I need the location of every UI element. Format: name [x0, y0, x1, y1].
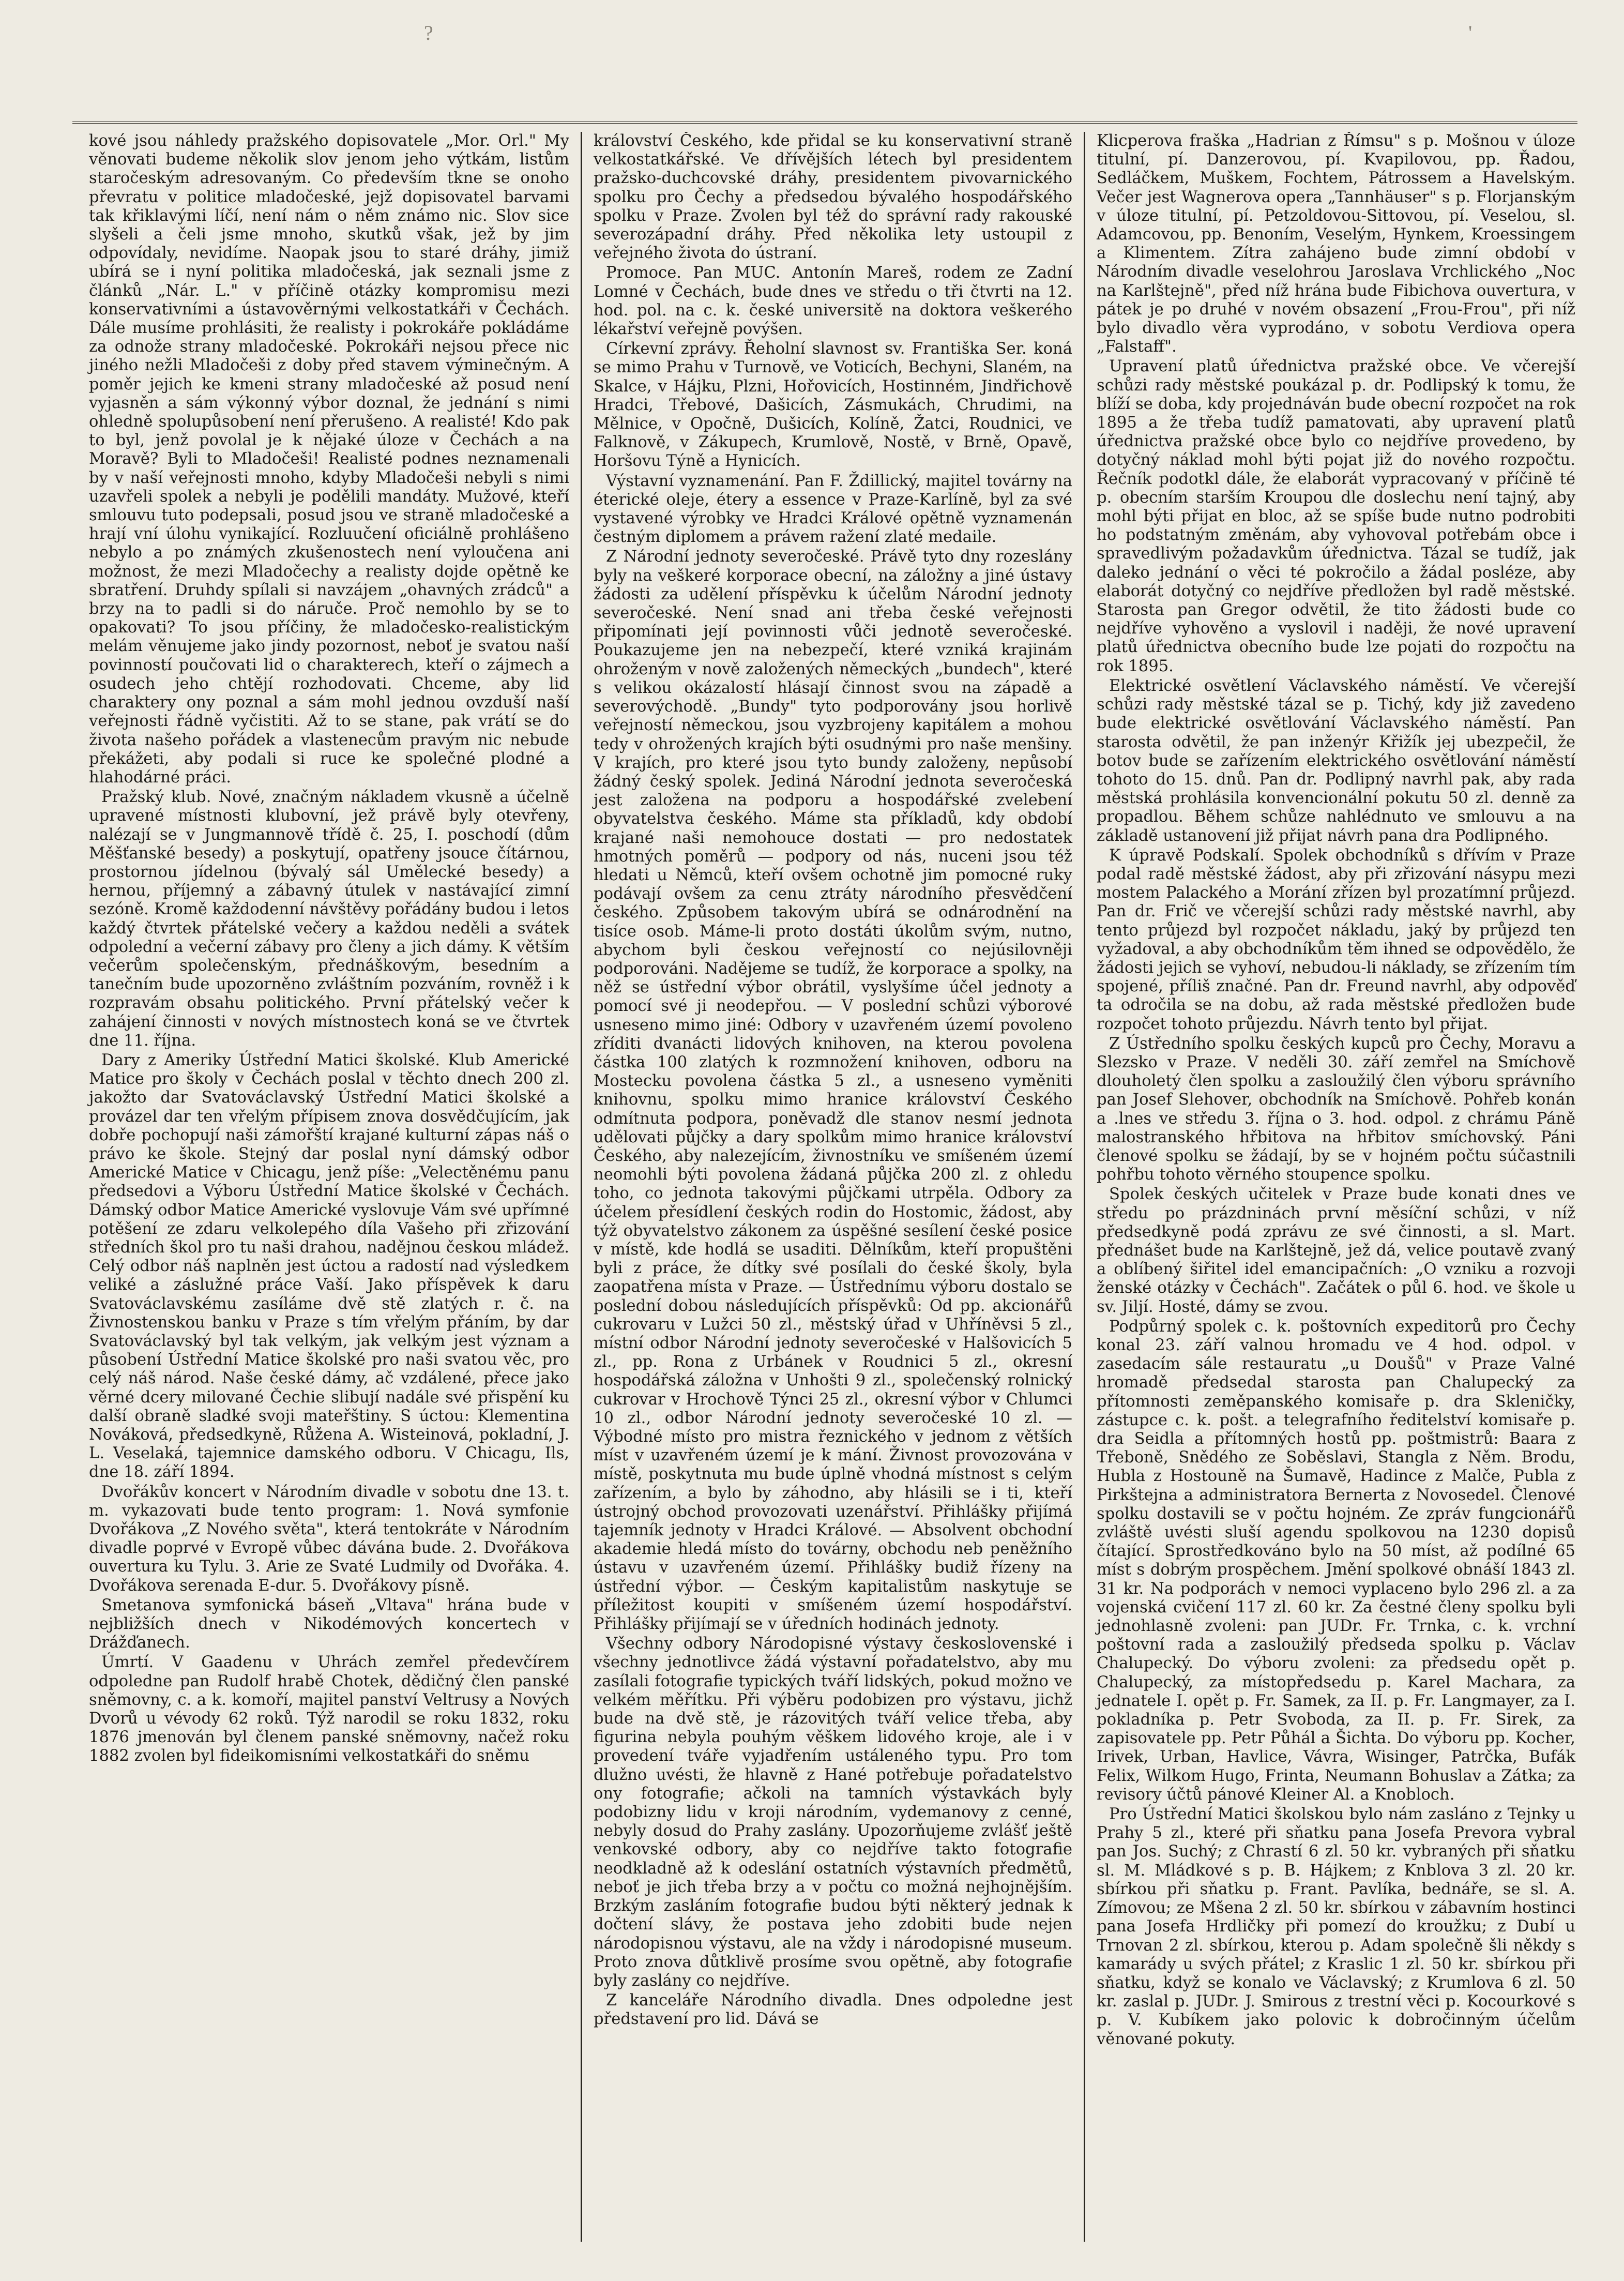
top-mark-left: ?: [424, 21, 433, 44]
article-paragraph: K úpravě Podskalí. Spolek obchodníků s dřívím v Praze podal radě městské žádost, aby při zřizování násypu mezi mostem Palackého a Morání zřízen byl prozatímní průjezd. Pan dr. Frič ve včerejší schůzi rady městské navrhl, aby tento průjezd byl rozpočet nákladu, jaký by průjezd ten vyžadoval, a aby obchodníkům těm ihned se odpovědělo, že žádosti jejich se vyhoví, nebudou-li náklady, se zřízením tím spojené, příliš značné. Pan dr. Freund navrhl, aby odpověď ta odročila se na dobu, až rada městské předložen bude rozpočet tohoto průjezdu. Návrh tento byl přijat.: [1097, 846, 1575, 1033]
article-paragraph: Všechny odbory Národopisné výstavy československé i všechny jednotlivce žádá výstavní pořadatelstvo, aby mu zasílali fotografie typických tváří lidských, pokud možno ve velkém měřítku. Při výběru podobizen pro výstavu, jichž bude na dvě stě, je rázovitých tváří velice třeba, aby figurina nebyla pouhým věškem lidového kroje, ale i v provedení tváře vyjadřením ustáleného typu. Pro tom dlužno uvésti, že hlavně z Hané potřebuje pořadatelstvo ony fotografie; ačkoli na tamních výstavkách byly podobizny lidu v kroji národním, vydemanovy z cenné, nebyly dosud do Prahy zaslány. Upozorňujeme zvlášť ještě venkovské odbory, aby co nejdříve takto fotografie neodkladně až k odeslání ostatních výstavních předmětů, neboť je jich třeba brzy a v počtu co možná nejhojnějším. Brzkým zasláním fotografie budou býti některý jednak k dočtení slávy, že postava jeho zdobiti bude nejen národopisnou výstavu, ale na vždy i národopisné museum. Proto znova důtklivě prosíme svou opětně, aby fotografie byly zaslány co nejdříve.: [594, 1635, 1072, 1990]
article-paragraph: Promoce. Pan MUC. Antonín Mareš, rodem ze Zadní Lomné v Čechách, bude dnes ve středu o tři čtvrti na 12. hod. pol. na c. k. české universitě na doktora veškerého lékařství veřejně povýšen.: [594, 264, 1072, 339]
article-paragraph: Úmrtí. V Gaadenu v Uhrách zemřel předevčírem odpoledne pan Rudolf hrabě Chotek, dědičný člen panské sněmovny, c. a k. komoří, majitel panství Veltrusy a Nových Dvorů u vévody 62 roků. Týž narodil se roku 1832, roku 1876 jmenován byl členem panské sněmovny, načež roku 1882 zvolen byl fideikomisními velkostatkáři do sněmu: [89, 1653, 569, 1765]
article-paragraph: Dary z Ameriky Ústřední Matici školské. Klub Americké Matice pro školy v Čechách poslal v těchto dnech 200 zl. jakožto dar Svatováclavský Ústřední Matici školské a provázel dar ten vřelým přípisem znova dosvědčujícím, jak dobře pochopují naši zámořští krajané kulturní zápas náš o právo ke škole. Stejný dar poslal nyní dámský odbor Americké Matice v Chicagu, jenž píše: „Velectěnému panu předsedovi a Výboru Ústřední Matice školské v Čechách. Dámský odbor Matice Americké vyslovuje Vám své upřímné potěšení ze zdaru velkolepého díla Vašeho při zřizování středních škol pro tu naši drahou, nadějnou českou mládež. Celý odbor náš naplněn jest úctou a radostí nad výsledkem veliké a záslužné práce Vaší. Jako příspěvek k daru Svatováclavskému zasíláme dvě stě zlatých r. č. na Živnostenskou banku v Praze s tím vřelým přáním, by dar Svatováclavský byl tak velkým, jak velkým jest význam a působení Ústřední Matice školské pro naši svatou věc, pro celý náš národ. Naše české dámy, ač vzdálené, přece jako věrné dcery milované Čechie slibují nadále své přispění ku další obraně sladké svoji mateřštiny. S úctou: Klementina Nováková, předsedkyně, Růžena A. Wisteinová, pokladní, J. L. Veselaká, tajemnice damského odboru. V Chicagu, Ils, dne 18. září 1894.: [89, 1051, 569, 1482]
article-paragraph: Pražský klub. Nové, značným nákladem vkusně a účelně upravené místnosti klubovní, jež právě byly otevřeny, nalézají se v Jungmannově třídě č. 25, I. poschodí (dům Měšťanské besedy) a poskytují, opatřeny jsouce čítárnou, prostornou jídelnou (bývalý sál Umělecké besedy) a hernou, příjemný a zábavný útulek v nastávající zimní sezóně. Kromě každodenní návštěvy pořádány budou i letos každý čtvrtek přátelské večery a každou neděli a svátek odpolední a večerní zábavy pro členy a jich dámy. K větším večerům společenským, přednáškovým, besedním a tanečním bude upozorněno zvláštním pozváním, rovněž i k rozpravám obsahu politického. První přátelský večer k zahájení činnosti v nových místnostech koná se ve čtvrtek dne 11. října.: [89, 788, 569, 1050]
top-rule: [72, 122, 1577, 124]
article-paragraph: Spolek českých učitelek v Praze bude konati dnes ve středu po prázdninách první měsíční schůzi, v níž předsedkyně podá zprávu ze své činnosti, a sl. Mart. přednášet bude na Karlštejně, jež dá, velice poutavě zvaný a oblíbený šiřitel idel emancipačních: „O vzniku a rozvoji ženské otázky v Čechách". Začátek o půl 6. hod. ve škole u sv. Jiljí. Hosté, dámy se zvou.: [1097, 1185, 1575, 1316]
text-columns: [78, 132, 1587, 2242]
article-paragraph: království Českého, kde přidal se ku konservativní straně velkostatkářské. Ve dřívějších létech byl presidentem pražsko-duchcovské dráhy, presidentem pivovarnického spolku pro Čechy a předsedou bývalého hospodářského spolku v Praze. Zvolen byl též do správní rady rakouské severozápadní dráhy. Před několika lety ustoupil z veřejného života do ústraní.: [594, 132, 1072, 263]
article-paragraph: Z Ústředního spolku českých kupců pro Čechy, Moravu a Slezsko v Praze. V neděli 30. září zemřel na Smíchově dlouholetý člen spolku a zasloužilý člen výboru správního pan Josef Slehover, obchodník na Smíchově. Pohřeb konán a .lnes ve středu 3. října o 3. hod. odpol. z chrámu Páně malostranského hřbitova na hřbitov smíchovský. Páni členové spolku se žádají, by se v hojném počtu súčastnili pohřbu tohoto věrného stoupence spolku.: [1097, 1034, 1575, 1184]
article-paragraph: Dvořákův koncert v Národním divadle v sobotu dne 13. t. m. vykazovati bude tento program: 1. Nová symfonie Dvořákova „Z Nového světa", která tentokráte v Národním divadle poprvé v Evropě vůbec dávána bude. 2. Dvořákova ouvertura ku Tylu. 3. Arie ze Svaté Ludmily od Dvořáka. 4. Dvořákova serenada E-dur. 5. Dvořákovy písně.: [89, 1483, 569, 1595]
article-paragraph: Podpůrný spolek c. k. poštovních expeditorů pro Čechy konal 23. září valnou hromadu ve 4 hod. odpol. v zasedacím sále restauratu „u Doušů" v Praze Valné hromadě předsedal starosta pan Chalupecký za přítomnosti zeměpanského komisaře p. dra Skleničky, zástupce c. k. pošt. a telegrafního ředitelství komisaře p. dra Seidla a přítomných hostů pp. poštmistrů: Baara z Třeboně, Snědého ze Soběslavi, Stangla z Něm. Brodu, Hubla z Hostouně na Šumavě, Hadince z Malče, Publa z Pirkštejna a administratora Bernerta z Novosedel. Členové spolku dostavili se v počtu hojném. Ze zpráv fungcionářů zvláště uvésti sluší agendu spolkovou na 1230 dopisů čítající. Sprostředkováno bylo na 50 míst, až podílné 65 míst s dobrým prospěchem. Jmění spolkové obnáší 1843 zl. 31 kr. Na podporách v nemoci vyplaceno bylo 296 zl. a za vojenská cvičení 117 zl. 60 kr. Za čestné členy spolku byli jednohlasně zvoleni: pan JUDr. Fr. Trnka, c. k. vrchní poštovní rada a zasloužilý předseda spolku p. Václav Chalupecký. Do výboru zvoleni: za předsedu opět p. Chalupecký, za místopředsedu p. Karel Machara, za jednatele I. opět p. Fr. Samek, za II. p. Fr. Langmayer, za I. pokladníka p. Petr Svoboda, za II. p. Fr. Sirek, za zapisovatele pp. Petr Půhál a Šichta. Do výboru pp. Kocher, Irivek, Urban, Havlice, Vávra, Wisinger, Patrčka, Bufák Felix, Wilkom Hugo, Frinta, Neumann Bohuslav a Zátka; za revisory účtů pánové Kleiner Al. a Knobloch.: [1097, 1317, 1575, 1804]
column-2: [581, 132, 1084, 2242]
article-paragraph: Církevní zprávy. Řeholní slavnost sv. Františka Ser. koná se mimo Prahu v Turnově, ve Voticích, Bechyni, Slaném, na Skalce, v Hájku, Plzni, Hořovicích, Hostinném, Jindřichově Hradci, Třebové, Dašicích, Zásmukách, Chrudimi, na Mělnice, v Opočně, Dušicích, Kolíně, Žatci, Roudnici, ve Falknově, v Zákupech, Krumlově, Nostě, v Brně, Opavě, Horšovu Týně a Hynicích.: [594, 340, 1072, 471]
article-paragraph: Klicperova fraška „Hadrian z Římsu" s p. Mošnou v úloze titulní, pí. Danzerovou, pí. Kvapilovou, pp. Řadou, Sedláčkem, Muškem, Fochtem, Pátrossem a Havelským. Večer jest Wagnerova opera „Tannhäuser" s p. Florjanským v úloze titulní, pí. Petzoldovou-Sittovou, pí. Veselou, sl. Adamcovou, pp. Benoním, Veselým, Hynkem, Kroessingem a Klimentem. Zítra zahájeno bude zimní období v Národním divadle veselohrou Jaroslava Vrchlického „Noc na Karlštejně", před níž hrána bude Fibichova ouvertura, v pátek je po druhé v novém obsazení „Frou-Frou", při níž bylo divadlo věra vyprodáno, v sobotu Verdiova opera „Falstaff".: [1097, 132, 1575, 356]
article-paragraph: Z kanceláře Národního divadla. Dnes odpoledne jest představení pro lid. Dává se: [594, 1991, 1072, 2029]
page-top-marks: [0, 21, 1624, 52]
article-paragraph: Z Národní jednoty severočeské. Právě tyto dny rozeslány byly na veškeré korporace obecní, na záložny a jiné ústavy žádosti za udělení příspěvku k účelům Národní jednoty severočeské. Není snad ani třeba české veřejnosti připomínati její povinnosti vůči jednotě severočeské. Poukazujeme jen na nebezpečí, které vzniká krajinám ohroženým v nově založených německých „bundech", které s velikou okázalostí hlásají činnost svou na západě a severovýchodě. „Bundy" tyto podporovány jsou horlivě veřejností německou, jsou vyzbrojeny kapitálem a mohou tedy v ohrožených krajích býti osudnými pro naše menšiny. V krajích, pro které jsou tyto bundy založeny, nepůsobí žádný český spolek. Jediná Národní jednota severočeská jest založena na podporu a hospodářské zvelebení obyvatelstva českého. Máme sta příkladů, kdy období krajané naši nemohouce dostati — pro nedostatek hmotných poměrů — podpory od nás, nuceni jsou též hledati u Němců, kteří ovšem ochotně jim pomocné ruky podávají ovšem za cenu ztráty národního přesvědčení českého. Způsobem takovým ubírá se odnárodnění na tisíce osob. Máme-li proto dostáti úkolům svým, nutno, abychom byli českou veřejností co nejúsilovněji podporováni. Nadějeme se tudíž, že korporace a spolky, na něž se ústřední výbor obrátil, vyslyšíme účel jednoty a pomocí své ji neodepřou. — V poslední schůzi výborové usneseno mimo jiné: Odbory v uzavřeném území povoleno zříditi dvanácti lidových knihoven, na kterou povolena částka 100 zlatých k rozmnožení knihoven, odboru na Mostecku povolena částka 5 zl., a usneseno vyměniti knihovnu, spolku mimo hranice království Českého odmítnuta podpora, poněvadž dle stanov nesmí jednota udělovati půjčky a dary spolkům mimo hranice království Českého, aby nalezejícím, živnostníku ve smíšeném území neomohli býti povolena žádaná půjčka 200 zl. z ohledu toho, co jednota takovými půjčkami utrpěla. Odbory za účelem přesídlení českých rodin do Hostomic, žádost, aby týž obyvatelstvo zákonem za úspěšné sesílení české posice v místě, kde hodlá se usaditi. Dělníkům, kteří propuštěni byli z práce, že dítky své posílali do české školy, byla zaopatřena místa v Praze. — Ústřednímu výboru dostalo se poslední dobou následujících příspěvků: Od pp. akcionářů cukrovaru v Lužci 50 zl., městský úřad v Uhříněvsi 5 zl., místní odbor Národní jednoty severočeské v Halšovicích 5 zl., pp. Rona z Urbánek v Roudnici 5 zl., okresní hospodářská záložna v Unhošti 9 zl., společenský rolnický cukrovar v Hrochově Týnci 25 zl., okresní výbor v Chlumci 10 zl., odbor Národní jednoty severočeské 10 zl. — Výbodné místo pro mistra řeznického v jednom z větších míst v uzavřeném území je k mání. Živnost provozována v místě, poskytnuta mu bude úplně vhodná místnost s celým zařízením, a bylo by záhodno, aby hlásili se i ti, kteří ústrojný obchod provozovati uzenářství. Přihlášky přijímá tajemník jednoty v Hradci Králové. — Absolvent obchodní akademie hledá místo do továrny, obchodu neb peněžního ústavu v uzavřeném území. Přihlášky budiž řízeny na ústřední výbor. — Českým kapitalistům naskytuje se příležitost koupiti v smíšeném území hospodářství. Přihlášky přijímají se v úředních hodinách jednoty.: [594, 548, 1072, 1634]
article-paragraph: Upravení platů úřednictva pražské obce. Ve včerejší schůzi rady městské poukázal p. dr. Podlipský k tomu, že blíží se doba, kdy projednáván bude obecní rozpočet na rok 1895 a že třeba tudíž pamatovati, aby upravení platů úřednictva pražské obce bylo co nejdříve provedeno, by dotyčný náklad mohl býti pojat již do nového rozpočtu. Řečník podotkl dále, že elaborát vypracovaný v příčině té p. obecním starším Kroupou dle doslechu není tajný, aby mohl býti přijat en bloc, až se spíše bude nutno podrobiti ho podstatným změnám, aby vyhovoval potřebám obce i spravedlivým požadavkům úřednictva. Tázal se tudíž, jak daleko jednání o věci té pokročilo a žádal posléze, aby elaborát dotyčný co nejdříve předložen byl radě městské. Starosta pan Gregor odvětil, že tito žádosti bude co nejdříve vyhověno a vyslovil i naději, že nové upravení platů úřednictva obecního bude lze pojati do rozpočtu na rok 1895.: [1097, 357, 1575, 675]
article-paragraph: Pro Ústřední Matici školskou bylo nám zasláno z Tejnky u Prahy 5 zl., které při sňatku pana Josefa Prevora vybral pan Jos. Suchý; z Chrastí 6 zl. 50 kr. vybraných při sňatku sl. M. Mládkové s p. B. Hájkem; z Knblova 3 zl. 20 kr. sbírkou při sňatku p. Frant. Pavlíka, bednáře, se sl. A. Zímovou; ze Mšena 2 zl. 50 kr. sbírkou v zábavním hostinci pana Josefa Hrdličky při pomezí do kroužku; z Dubí u Trnovan 2 zl. sbírkou, kterou p. Adam společně šli někdy s kamarády u svých přátel; z Kraslic 1 zl. 50 kr. sbírkou při sňatku, když se konalo ve Václavský; z Krumlova 6 zl. 50 kr. zaslal p. JUDr. J. Smirous z trestní věci p. Kocourkové s p. V. Kubíkem jako polovic k dobročinným účelům věnované pokuty.: [1097, 1805, 1575, 2048]
article-paragraph: kové jsou náhledy pražského dopisovatele „Mor. Orl." My věnovati budeme několik slov jenom jeho výtkám, listům staročeským adresovaným. Co především tkne se onoho převratu v politice mladočeské, jejž dopisovatel barvami tak křiklavými líčí, není nám o něm známo nic. Slov sice slyšeli a čeli jsme mnoho, skutků však, jež by jim odpovídaly, nevidíme. Naopak jsou to staré dráhy, jimiž ubírá se i nyní politika mladočeská, jak seznali jsme z článků „Nár. L." v příčině otázky kompromisu mezi konservativními a ústavověrnými velkostatkáři v Čechách. Dále musíme prohlásiti, že realisty i pokrokáře pokládáme za odnože strany mladočeské. Pokrokáři nejsou přece nic jiného nežli Mladočeši z doby před stavem výminečným. A poměr jejich ke kmeni strany mladočeské až posud není vyjasněn a sám výkonný výbor doznal, že jednání s nimi ohledně spolupůsobení není přerušeno. A realisté! Kdo pak to byl, jenž povolal je k nějaké úloze v Čechách a na Moravě? Byli to Mladočeši! Realisté podnes neznamenali by v naší veřejnosti mnoho, kdyby Mladočeši nebyli s nimi uzavřeli spolek a nebyli je podělili mandáty. Mužové, kteří smlouvu tuto podepsali, posud jsou ve straně mladočeské a hrají vní úlohu vynikající. Rozluučení oficiálně prohlášeno nebylo a po známých zkušenostech není vyloučena ani možnost, že mezi Mladočechy a realisty dojde opětně ke sbratření. Druhdy spílali si navzájem „ohavných zrádců" a brzy na to padli si do náruče. Proč nemohlo by se to opakovati? To jsou příčiny, že mladočesko-realistickým melám věnujeme jako jindy pozornost, neboť je svatou naší povinností poučovati lid o charakterech, kteří o zájmech a osudech jeho chtějí rozhodovati. Chceme, aby lid charaktery ony poznal a sám mohl jednou ovzduší naší veřejnosti řádně vyčistiti. Až to se stane, pak vrátí se do života našeho pořádek a vlastenecům pravým nic nebude překážeti, aby podali si ruce ke společné plodné a hlahodárné práci.: [89, 132, 569, 787]
article-paragraph: Elektrické osvětlení Václavského náměstí. Ve včerejší schůzi rady městské tázal se p. Tichý, kdy již zavedeno bude elektrické osvětlování Václavského náměstí. Pan starosta odvětil, že pan inženýr Křižík jej ubezpečil, že botov bude se zařízením elektrického osvětlování náměstí tohoto do 15. dnů. Pan dr. Podlipný navrhl pak, aby rada městská prohlásila konvencionální pokutu 50 zl. denně za propadlou. Během schůze nahlédnuto ve smlouvu a na základě ustanovení již přijat návrh pana dra Podlipného.: [1097, 676, 1575, 845]
column-1: [78, 132, 581, 2242]
article-paragraph: Výstavní vyznamenání. Pan F. Ždillický, majitel továrny na éterické oleje, étery a essence v Praze-Karlíně, byl za své vystavené výrobky ve Hradci Králové opětně vyznamenán čestným diplomem a právem ražení zlaté medaile.: [594, 472, 1072, 547]
article-paragraph: Smetanova symfonická báseň „Vltava" hrána bude v nejbližších dnech v Nikodémových koncertech v Drážďanech.: [89, 1596, 569, 1652]
top-mark-right: ': [1468, 21, 1473, 44]
column-3: [1084, 132, 1587, 2242]
